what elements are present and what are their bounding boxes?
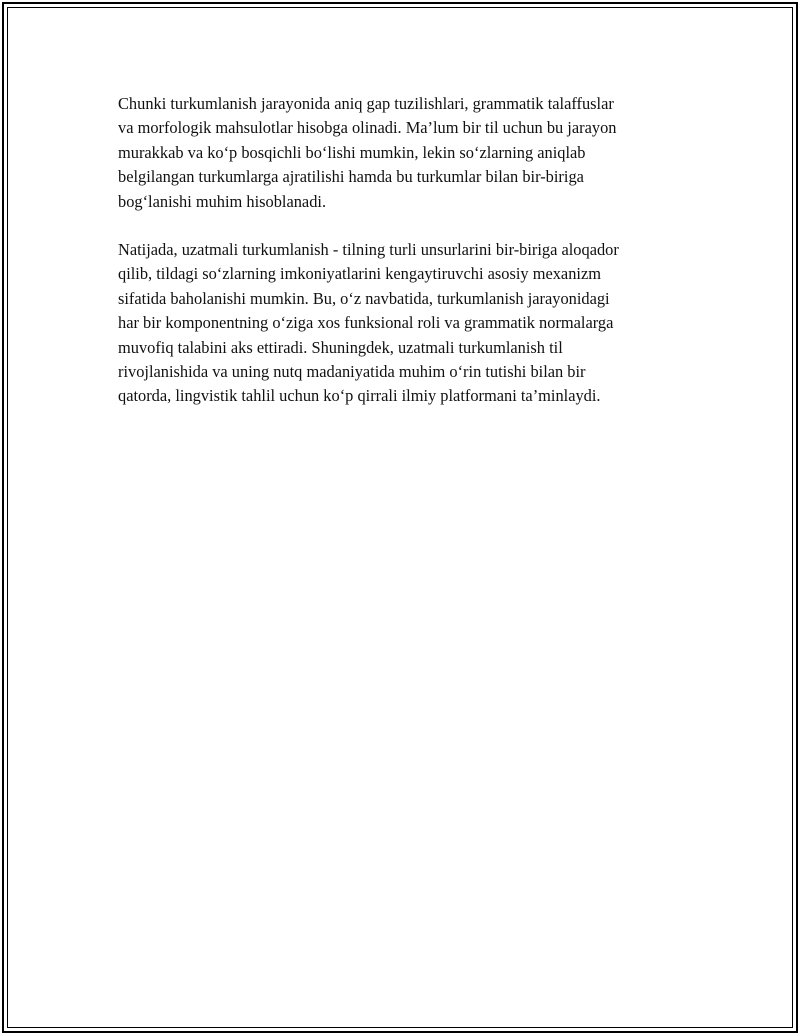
text-line: sifatida baholanishi mumkin. Bu, o‘z navbatida, turkumlanish jarayonidagi xyxy=(118,288,610,308)
document-body xyxy=(118,92,698,433)
text-line: muvofiq talabini aks ettiradi. Shuningdek, uzatmali turkumlanish til xyxy=(118,337,563,357)
text-line: har bir komponentning o‘ziga xos funksional roli va grammatik normalarga xyxy=(118,313,614,333)
paragraph-2 xyxy=(118,238,698,409)
text-line: qatorda, lingvistik tahlil uchun ko‘p qirrali ilmiy platformani ta’minlaydi. xyxy=(118,386,601,406)
paragraph-1 xyxy=(118,92,698,214)
text-line: Chunki turkumlanish jarayonida aniq gap tuzilishlari, grammatik talaffuslar xyxy=(118,94,614,113)
text-line: va morfologik mahsulotlar hisobga olinadi. Ma’lum bir til uchun bu jarayon xyxy=(118,118,617,138)
text-line: murakkab va ko‘p bosqichli bo‘lishi mumkin, lekin so‘zlarning aniqlab xyxy=(118,142,586,162)
text-line: bog‘lanishi muhim hisoblanadi. xyxy=(118,191,327,211)
text-line: belgilangan turkumlarga ajratilishi hamda bu turkumlar bilan bir-biriga xyxy=(118,167,584,187)
text-line: Natijada, uzatmali turkumlanish - tilning turli unsurlarini bir-biriga aloqador xyxy=(118,240,619,260)
text-line: qilib, tildagi so‘zlarning imkoniyatlarini kengaytiruvchi asosiy mexanizm xyxy=(118,264,601,284)
text-line: rivojlanishida va uning nutq madaniyatida muhim o‘rin tutishi bilan bir xyxy=(118,362,586,382)
